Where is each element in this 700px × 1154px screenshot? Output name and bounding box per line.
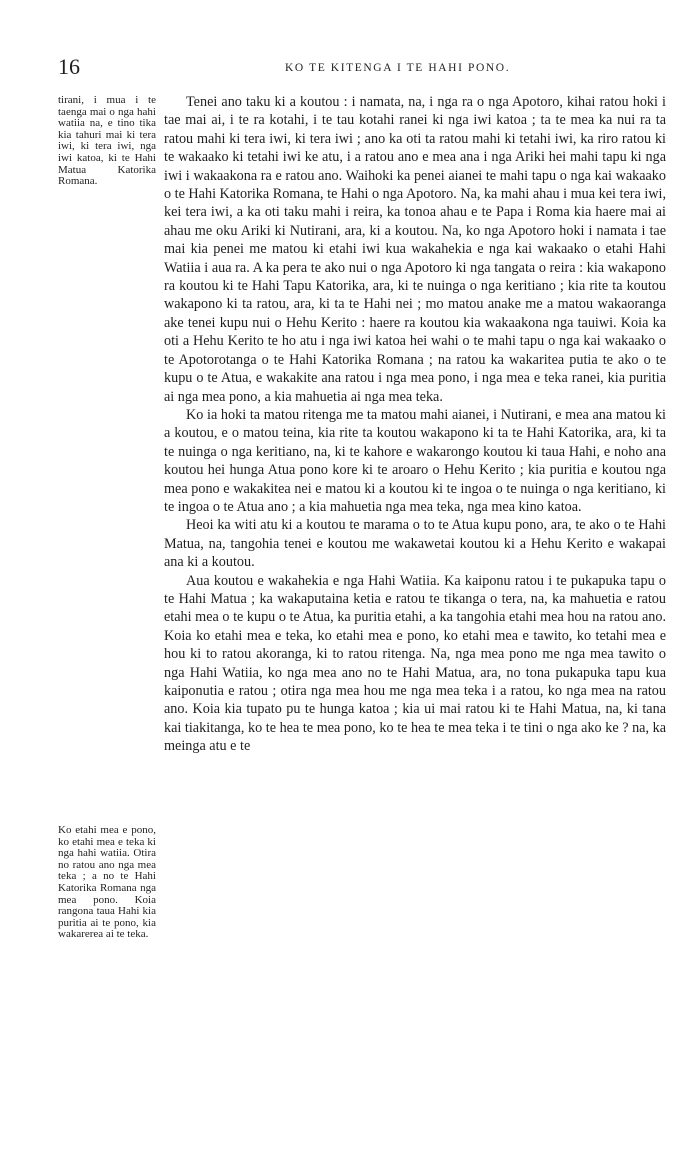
paragraph: Heoi ka witi atu ki a koutou te marama o to te Atua kupu pono, ara, te ako o te Hahi Matua, na, tangohia tenei e koutou me wakawetai koutou ki a Hehu Kerito e wakapai ana ki a koutou. — [164, 517, 666, 571]
running-header: KO TE KITENGA I TE HAHI PONO. — [285, 62, 511, 74]
paragraph: Aua koutou e wakahekia e nga Hahi Watiia. Ka kaiponu ratou i te pukapuka tapu o te Hahi Matua ; ka wakaputaina ketia e ratou te tikanga o tera, na, ka mahuetia e ratou etahi mea o te kupu o te Atua, ka puritia etahi, a ka tangohia etahi mea hou na ratou ano. Koia ko etahi mea e teka, ko etahi mea e pono, ko etahi mea e tawito, ko tetahi mea e hou ki to ratou akoranga, ki to ratou ritenga. Na, nga mea pono me nga mea tawito o nga Hahi Watiia, ko nga mea ano no te Hahi Matua, ara, no tona pukapuka tapu kua kaiponutia e ratou ; otira nga mea hou me nga mea teka i a ratou, ko nga mea na ratou ano. Koia kia tupato pu te hunga katoa ; kia ui mai ratou ki te Hahi Matua, na, ki tana kai tiakitanga, ko te hea te mea pono, ko te hea te mea teka i te tini o nga ako ke ? na, ka meinga atu e te — [164, 572, 666, 755]
margin-note: tirani, i mua i te taenga mai o nga hahi watiia na, e tino tika kia tahuri mai ki tera iwi, ki tera iwi, nga iwi katoa, ki te Hahi Matua Katorika Romana. — [58, 94, 156, 188]
page-number: 16 — [58, 54, 80, 79]
body-text — [164, 93, 666, 756]
paragraph: Ko ia hoki ta matou ritenga me ta matou mahi aianei, i Nutirani, e mea ana matou ki a koutou, e o matou teina, kia rite ta koutou wakapono ki ta te Hahi Katorika, ara, ki ta te nuinga o nga keritiano, na, ki te kahore e wakarongo koutou ki taua Hahi, e noho ana koutou hei hunga Atua pono kore ki te aroaro o Hehu Kerito ; kia puritia e koutou nga mea pono e wakakitea nei e matou ki a koutou ki te ingoa o te nuinga o nga keritiano, ki te ingoa o te Atua ano ; a kia mahuetia nga mea teka, nga mea kino katoa. — [164, 406, 666, 515]
paragraph: Tenei ano taku ki a koutou : i namata, na, i nga ra o nga Apotoro, kihai ratou hoki i tae mai ai, i te ra kotahi, i te tau kotahi ranei ki nga iwi katoa ; ta te mea ka nui ra ta ratou mahi ki tera iwi, ki tera iwi ; ano ka oti ta ratou mahi ki tetahi iwi, ka riro ratou ki te wakaako ki tetahi iwi ke atu, i a ratou ano e mea ana i nga Ariki hei mahi tapu ki nga iwi i wakaakona ra e ratou ano. Waihoki ka penei aianei te mahi tapu o nga kai wakaako o te Hahi Katorika Romana, te Hahi o nga Apotoro. Na, ka mahi ahau i mua kei tera iwi, kei tera iwi, a ka oti taku mahi i reira, ka tonoa ahau e te Papa i Roma kia haere mai ai ahau me oku Ariki ki Nutirani, ara, ki a koutou. Na, ko nga Apotoro hoki i namata i tae mai kia penei me matou ki etahi iwi kua wakahekia e nga kai wakaako o etahi Hahi Watiia i aua ra. A ka pera te ako nui o nga Apotoro ki nga tangata o reira : kia wakapono ra koutou ki te Hahi Tapu Katorika, ara, ki te nuinga o nga keritiano ; kia rite ta koutou wakapono ki ta ratou, ara, ki ta te Hahi nei ; mo matou anake me a matou wakaoranga ake tenei kupu nui o Hehu Kerito : haere ra koutou kia wakaakona nga tauiwi. Koia ka oti a Hehu Kerito te ho atu i nga iwi katoa hei wahi o te mahi tapu o nga kai wakaako o te Apotorotanga o te Hahi Katorika Romana ; na ratou ka wakaritea putia te ako o te kupu o te Atua, e wakakite ana ratou i nga mea pono, i nga mea e teka ranei, kia puritia ai nga mea pono, a kia mahuetia ai nga mea teka. — [164, 94, 666, 405]
margin-note: Ko etahi mea e pono, ko etahi mea e teka ki nga hahi watiia. Otira no ratou ano nga mea teka ; a no te Hahi Katorika Romana nga mea pono. Koia rangona taua Hahi kia puritia ai te pono, kia wakarerea ai te teka. — [58, 824, 156, 941]
